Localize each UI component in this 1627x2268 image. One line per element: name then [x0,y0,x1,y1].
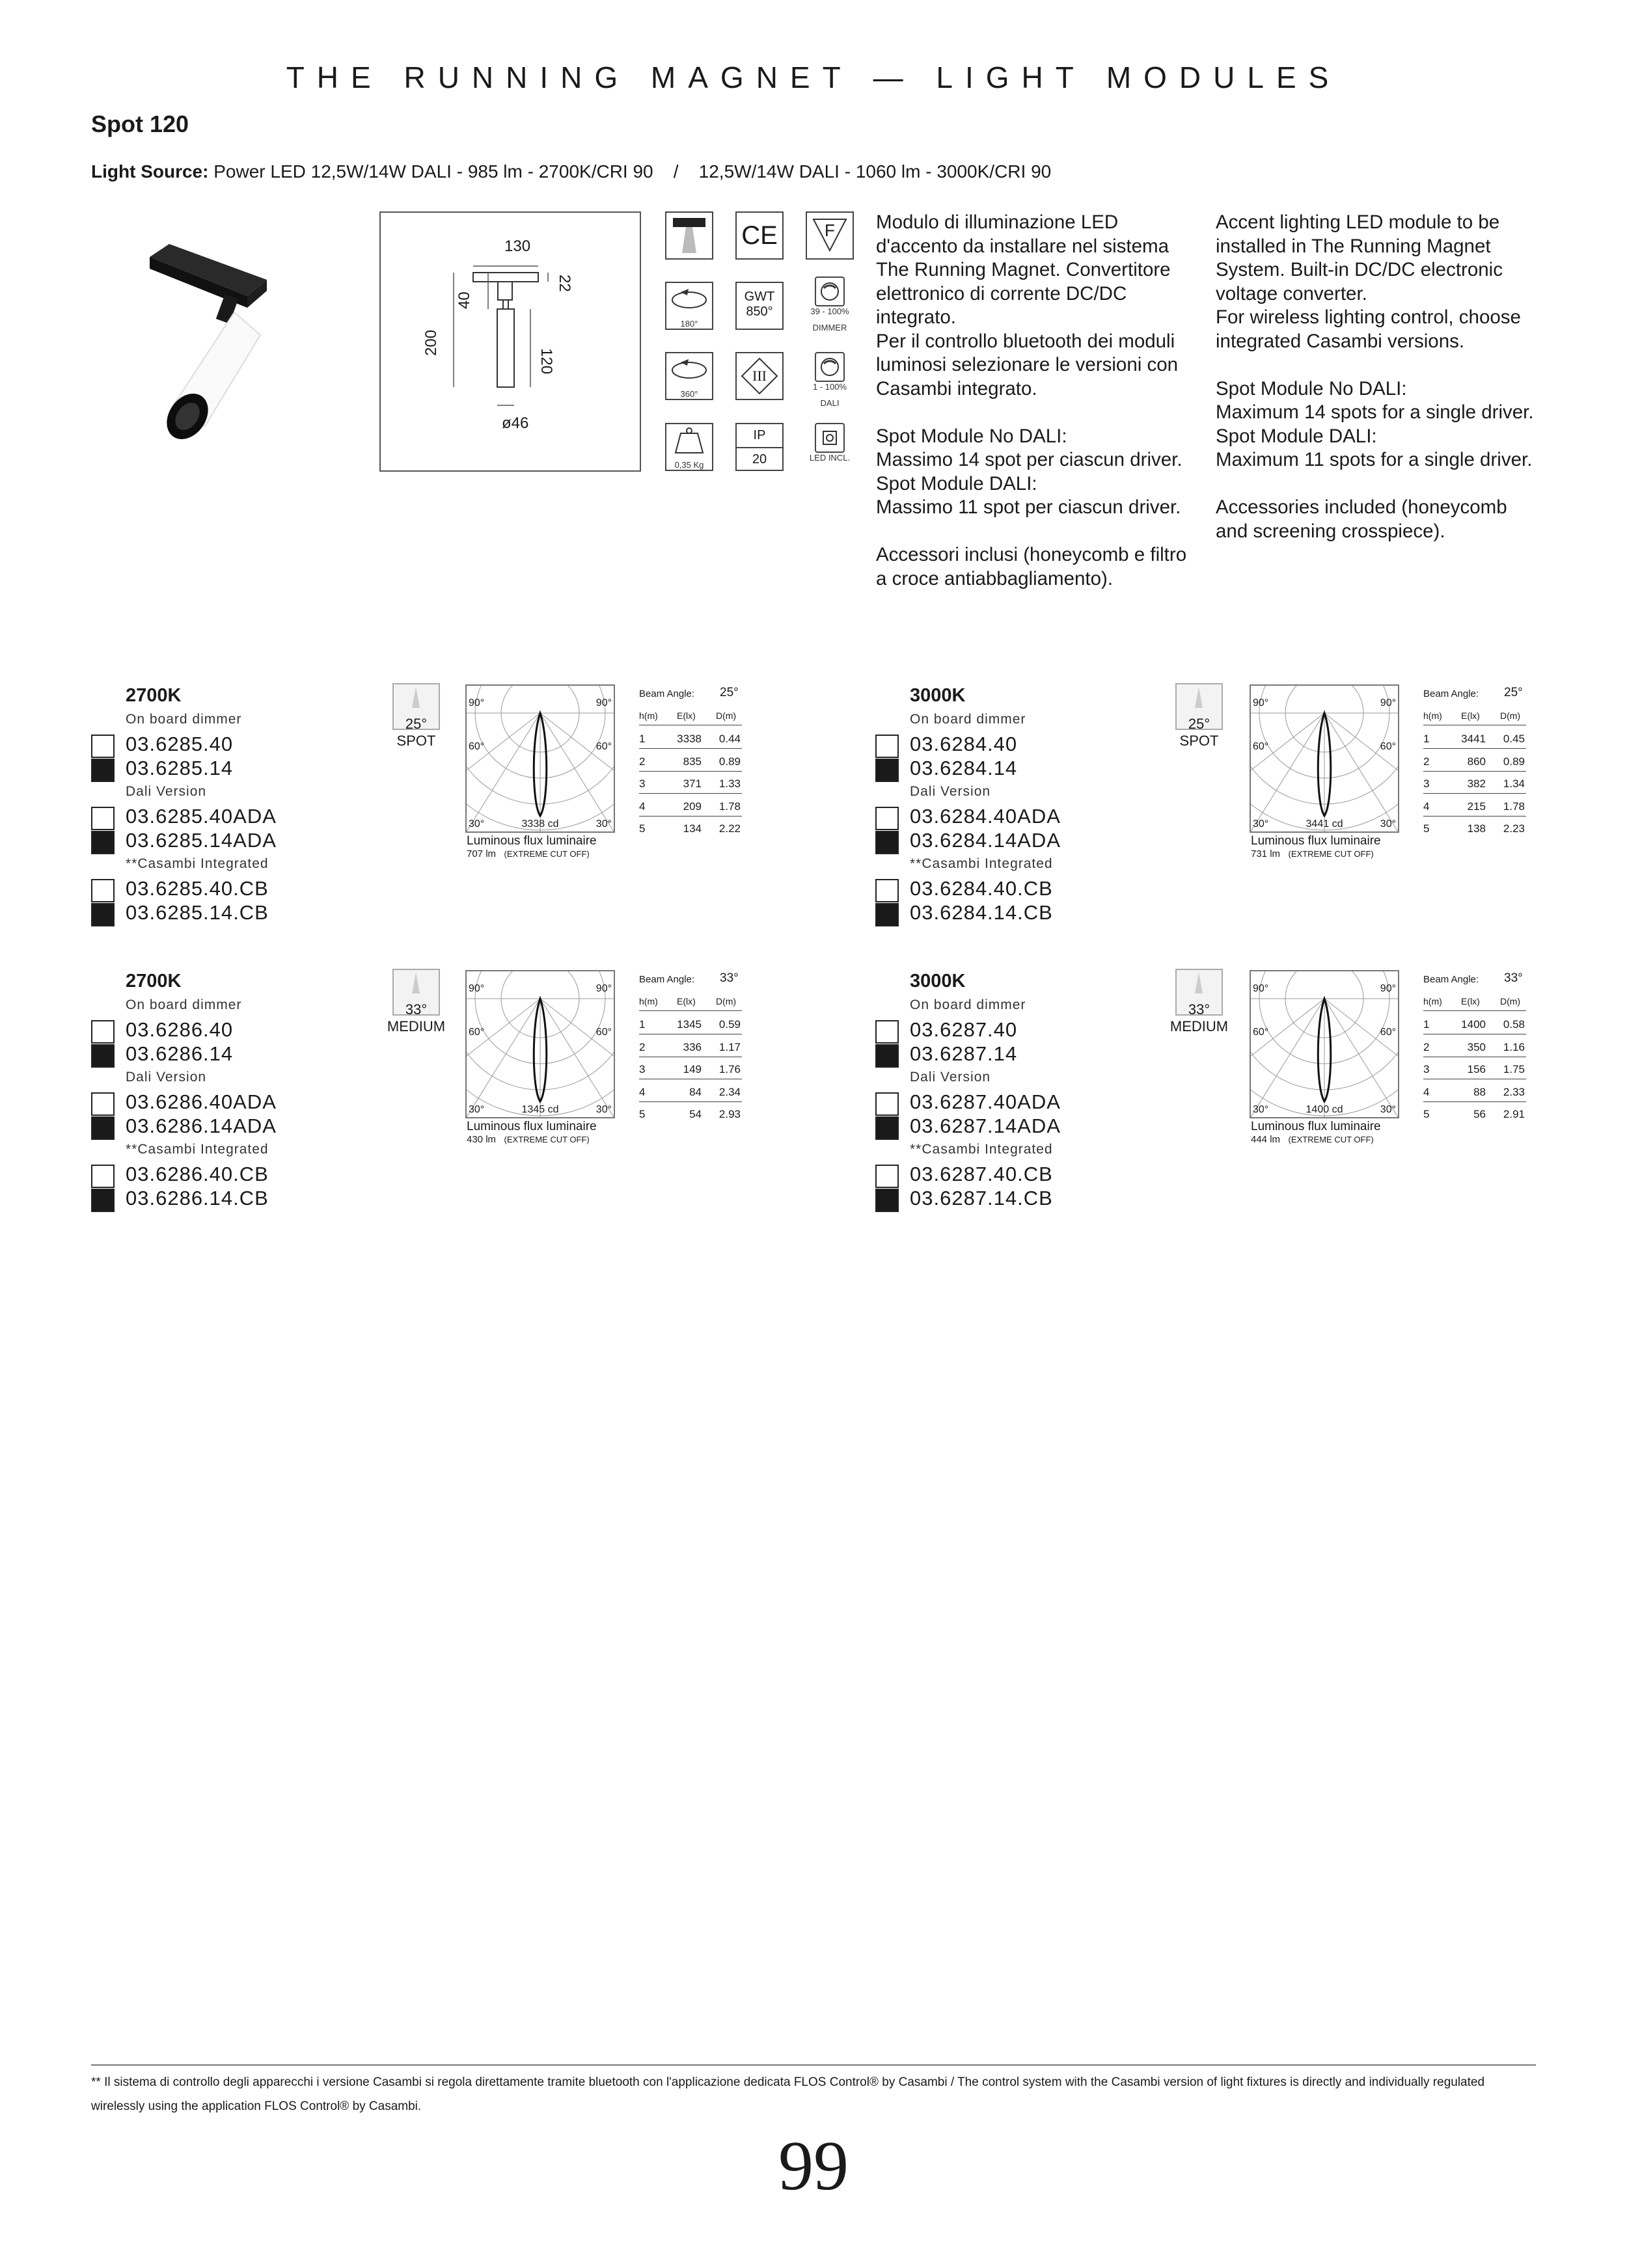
product-code: 03.6287.14ADA [910,1114,1061,1137]
illuminance-table [639,686,743,835]
color-temperature: 3000K [910,971,966,992]
polar-grid [1251,971,1398,1117]
angle-label-90-right: 90° [595,697,612,709]
table-row: 3 149 1.76 [639,1063,742,1079]
product-code: 03.6286.40ADA [126,1090,277,1113]
table-row: 4 209 1.78 [639,800,742,817]
flux-value: 707 lm (EXTREME CUT OFF) [467,848,590,859]
white-finish-swatch [875,735,899,758]
peak-intensity: 1400 cd [1306,1104,1343,1115]
black-finish-swatch [91,1189,115,1212]
product-code: 03.6287.14.CB [910,1187,1053,1209]
table-row: 5 54 2.93 [639,1108,741,1120]
product-code: 03.6285.40 [126,733,234,755]
white-finish-swatch [91,1165,115,1188]
product-code: 03.6284.14ADA [910,829,1061,852]
product-code: 03.6285.40.CB [126,877,269,900]
angle-label-90-right: 90° [1380,697,1396,709]
product-code: 03.6287.40ADA [910,1090,1061,1113]
black-finish-swatch [875,759,899,782]
flux-label: Luminous flux luminaire [1251,1120,1381,1133]
ip-rating-icon: IP 20 [735,423,784,471]
on-board-dimmer-label: On board dimmer [126,712,242,727]
product-code: 03.6284.14.CB [910,901,1053,924]
angle-label-90-left: 90° [469,983,485,994]
polar-grid [467,686,614,831]
angle-label-60-right: 60° [595,741,612,752]
product-code: 03.6286.14 [126,1042,234,1065]
peak-intensity: 3338 cd [521,818,559,830]
product-code: 03.6284.40 [910,733,1018,755]
product-code: 03.6287.14 [910,1042,1018,1065]
angle-label-60-left: 60° [1253,741,1269,752]
product-code: 03.6285.14ADA [126,829,277,852]
black-finish-swatch [91,831,115,854]
product-code: 03.6287.40 [910,1018,1018,1041]
dim-22: 22 [556,275,573,292]
product-code: 03.6285.14.CB [126,901,269,924]
weight-icon: 0,35 Kg [665,423,713,471]
angle-label-30-right: 30° [595,1104,612,1115]
table-row: 3 382 1.34 [1423,777,1526,794]
beam-angle-label: Beam Angle: [639,974,695,985]
black-finish-swatch [91,903,115,926]
flux-label: Luminous flux luminaire [467,834,597,848]
polar-grid [1251,686,1398,831]
white-finish-swatch [91,1092,115,1116]
dim-120: 120 [538,348,555,375]
beam-angle-label: Beam Angle: [639,688,695,699]
dali-version-label: Dali Version [910,784,991,799]
beam-type: SPOT [396,733,436,749]
angle-label-60-left: 60° [469,741,485,752]
product-code: 03.6287.40.CB [910,1163,1053,1185]
f-mark-icon: F [806,211,854,260]
illuminance-table [639,971,743,1121]
table-row: 3 156 1.75 [1423,1063,1526,1079]
product-code: 03.6284.40ADA [910,805,1061,828]
rotate-180-icon: 180° [665,282,713,330]
table-row: 2 860 0.89 [1423,755,1526,772]
table-row: 4 88 2.33 [1423,1086,1526,1102]
angle-label-30-left: 30° [1253,818,1269,830]
track-mount-icon [665,211,713,260]
light-source [91,161,1051,182]
table-row: 4 215 1.78 [1423,800,1526,817]
page-title: THE RUNNING MAGNET — LIGHT MODULES [286,61,1341,94]
black-finish-swatch [91,1044,115,1068]
beam-angle-label: Beam Angle: [1423,974,1479,985]
beam-angle-badge: 25° [405,716,428,732]
angle-label-60-right: 60° [1380,1027,1396,1038]
beam-angle-badge: 33° [405,1001,428,1018]
photometric-polar-diagram [1250,684,1399,833]
table-row: 4 84 2.34 [639,1086,742,1102]
black-finish-swatch [875,1044,899,1068]
variant-block [875,683,1591,956]
light-source-value: Power LED 12,5W/14W DALI - 985 lm - 2700K/CRI 90 / 12,5W/14W DALI - 1060 lm - 3000K/CRI 90 [213,161,1052,182]
on-board-dimmer-label: On board dimmer [910,997,1026,1012]
black-finish-swatch [875,903,899,926]
black-finish-swatch [91,1116,115,1140]
angle-label-90-left: 90° [1253,697,1269,709]
beam-angle-value: 33° [1504,971,1523,985]
product-code: 03.6286.40 [126,1018,234,1041]
white-finish-swatch [875,1020,899,1044]
color-temperature: 2700K [126,685,182,706]
dimmer-icon: 39 - 100% DIMMER [806,277,854,348]
variant-block [875,969,1591,1242]
black-finish-swatch [875,831,899,854]
description-italian: Modulo di illuminazione LED d'accento da installare nel sistema The Running Magnet. Convertitore elettronico di corrente DC/DC integrato. Per il controllo bluetooth dei moduli luminosi selezionare le versioni con Casambi integrato. Spot Module No DALI: Massimo 14 spot per ciascun driver. Spot Module DALI: Massimo 11 spot per ciascun driver. Accessori inclusi (honeycomb e filtro a croce antiabbagliamento). [876,211,1187,589]
angle-label-90-right: 90° [595,983,612,994]
product-code: 03.6286.14ADA [126,1114,277,1137]
illuminance-table [1423,971,1527,1121]
peak-intensity: 3441 cd [1306,818,1343,830]
table-header: h(m) E(lx) D(m) [1423,996,1526,1011]
beam-type: MEDIUM [387,1018,446,1034]
white-finish-swatch [875,879,899,902]
black-finish-swatch [91,759,115,782]
black-finish-swatch [875,1189,899,1212]
angle-label-90-left: 90° [1253,983,1269,994]
flux-label: Luminous flux luminaire [467,1120,597,1133]
table-row: 1 3338 0.44 [639,733,742,749]
dim-40: 40 [456,291,473,309]
product-photo [143,231,273,439]
white-finish-swatch [91,735,115,758]
table-row: 2 350 1.16 [1423,1041,1526,1057]
table-row: 3 371 1.33 [639,777,742,794]
led-included-icon: LED INCL. [806,423,854,471]
angle-label-30-right: 30° [1380,1104,1396,1115]
dim-130: 130 [504,237,531,255]
product-code: 03.6286.40.CB [126,1163,269,1185]
product-code: 03.6285.40ADA [126,805,277,828]
photometric-polar-diagram [465,684,615,833]
white-finish-swatch [91,807,115,830]
angle-label-30-right: 30° [595,818,612,830]
flux-value: 444 lm (EXTREME CUT OFF) [1251,1134,1374,1145]
beam-angle-value: 25° [1504,686,1523,699]
table-header: h(m) E(lx) D(m) [639,710,742,725]
table-row: 1 1345 0.59 [639,1018,742,1034]
dali-version-label: Dali Version [126,1070,207,1085]
color-temperature: 3000K [910,685,966,706]
beam-angle-value: 33° [720,971,739,985]
beam-type: MEDIUM [1169,1018,1229,1034]
casambi-label: **Casambi Integrated [910,856,1053,871]
table-row: 1 1400 0.58 [1423,1018,1526,1034]
white-finish-swatch [91,1020,115,1044]
photometric-polar-diagram [1250,970,1399,1118]
white-finish-swatch [875,807,899,830]
flux-label: Luminous flux luminaire [1251,834,1381,848]
angle-label-90-right: 90° [1380,983,1396,994]
product-code: 03.6285.14 [126,757,234,779]
ce-icon: CE [735,211,784,260]
class-3-icon: III [735,352,784,400]
angle-label-90-left: 90° [469,697,485,709]
table-row: 5 138 2.23 [1423,822,1525,835]
table-row: 2 835 0.89 [639,755,742,772]
flux-value: 430 lm (EXTREME CUT OFF) [467,1134,590,1145]
footnote: ** Il sistema di controllo degli apparecchi i versione Casambi si regola direttamente tramite bluetooth con l'applicazione dedicata FLOS Control® by Casambi / The control system with the Casambi version of light fixtures is directly and individually regulated wirelessly using the application FLOS Control® by Casambi. [91,2075,1485,2113]
angle-label-30-right: 30° [1380,818,1396,830]
light-source-label: Light Source: [91,161,209,182]
on-board-dimmer-label: On board dimmer [126,997,242,1012]
table-row: 2 336 1.17 [639,1041,742,1057]
table-row: 5 56 2.91 [1423,1108,1525,1120]
table-row: 5 134 2.22 [639,822,741,835]
white-finish-swatch [91,879,115,902]
polar-grid [467,971,614,1117]
dali-version-label: Dali Version [910,1070,991,1085]
casambi-label: **Casambi Integrated [910,1142,1053,1157]
white-finish-swatch [875,1165,899,1188]
table-header: h(m) E(lx) D(m) [639,996,742,1011]
beam-type: SPOT [1179,733,1219,749]
dali-icon: 1 - 100% DALI [806,352,854,424]
table-row: 1 3441 0.45 [1423,733,1526,749]
peak-intensity: 1345 cd [521,1104,559,1115]
color-temperature: 2700K [126,971,182,992]
on-board-dimmer-label: On board dimmer [910,712,1026,727]
angle-label-30-left: 30° [469,818,485,830]
beam-angle-label: Beam Angle: [1423,688,1479,699]
product-code: 03.6286.14.CB [126,1187,269,1209]
casambi-label: **Casambi Integrated [126,856,269,871]
angle-label-60-left: 60° [1253,1027,1269,1038]
gwt-icon: GWT 850° [735,282,784,330]
casambi-label: **Casambi Integrated [126,1142,269,1157]
footer-divider [91,2064,1536,2066]
angle-label-30-left: 30° [1253,1104,1269,1115]
dim-diameter: ø46 [502,414,529,432]
technical-drawing [379,211,641,472]
angle-label-60-right: 60° [1380,741,1396,752]
beam-angle-value: 25° [720,686,739,699]
variant-block [91,683,807,956]
flux-value: 731 lm (EXTREME CUT OFF) [1251,848,1374,859]
illuminance-table [1423,686,1527,835]
dim-200: 200 [422,329,440,356]
table-header: h(m) E(lx) D(m) [1423,710,1526,725]
angle-label-30-left: 30° [469,1104,485,1115]
product-code: 03.6284.40.CB [910,877,1053,900]
rotate-360-icon: 360° [665,352,713,400]
page-number: 99 [778,2127,849,2205]
photometric-polar-diagram [465,970,615,1118]
beam-angle-badge: 25° [1188,716,1210,732]
white-finish-swatch [875,1092,899,1116]
angle-label-60-right: 60° [595,1027,612,1038]
description-english: Accent lighting LED module to be installed in The Running Magnet System. Built-in DC/DC electronic voltage converter. For wireless lighting control, choose integrated Casambi versions. Spot Module No DALI: Maximum 14 spots for a single driver. Spot Module DALI: Maximum 11 spots for a single driver. Accessories included (honeycomb and screening crosspiece). [1216,211,1534,542]
beam-angle-badge: 33° [1188,1001,1210,1018]
variant-block [91,969,807,1242]
black-finish-swatch [875,1116,899,1140]
product-name: Spot 120 [91,111,189,137]
angle-label-60-left: 60° [469,1027,485,1038]
dali-version-label: Dali Version [126,784,207,799]
product-code: 03.6284.14 [910,757,1018,779]
